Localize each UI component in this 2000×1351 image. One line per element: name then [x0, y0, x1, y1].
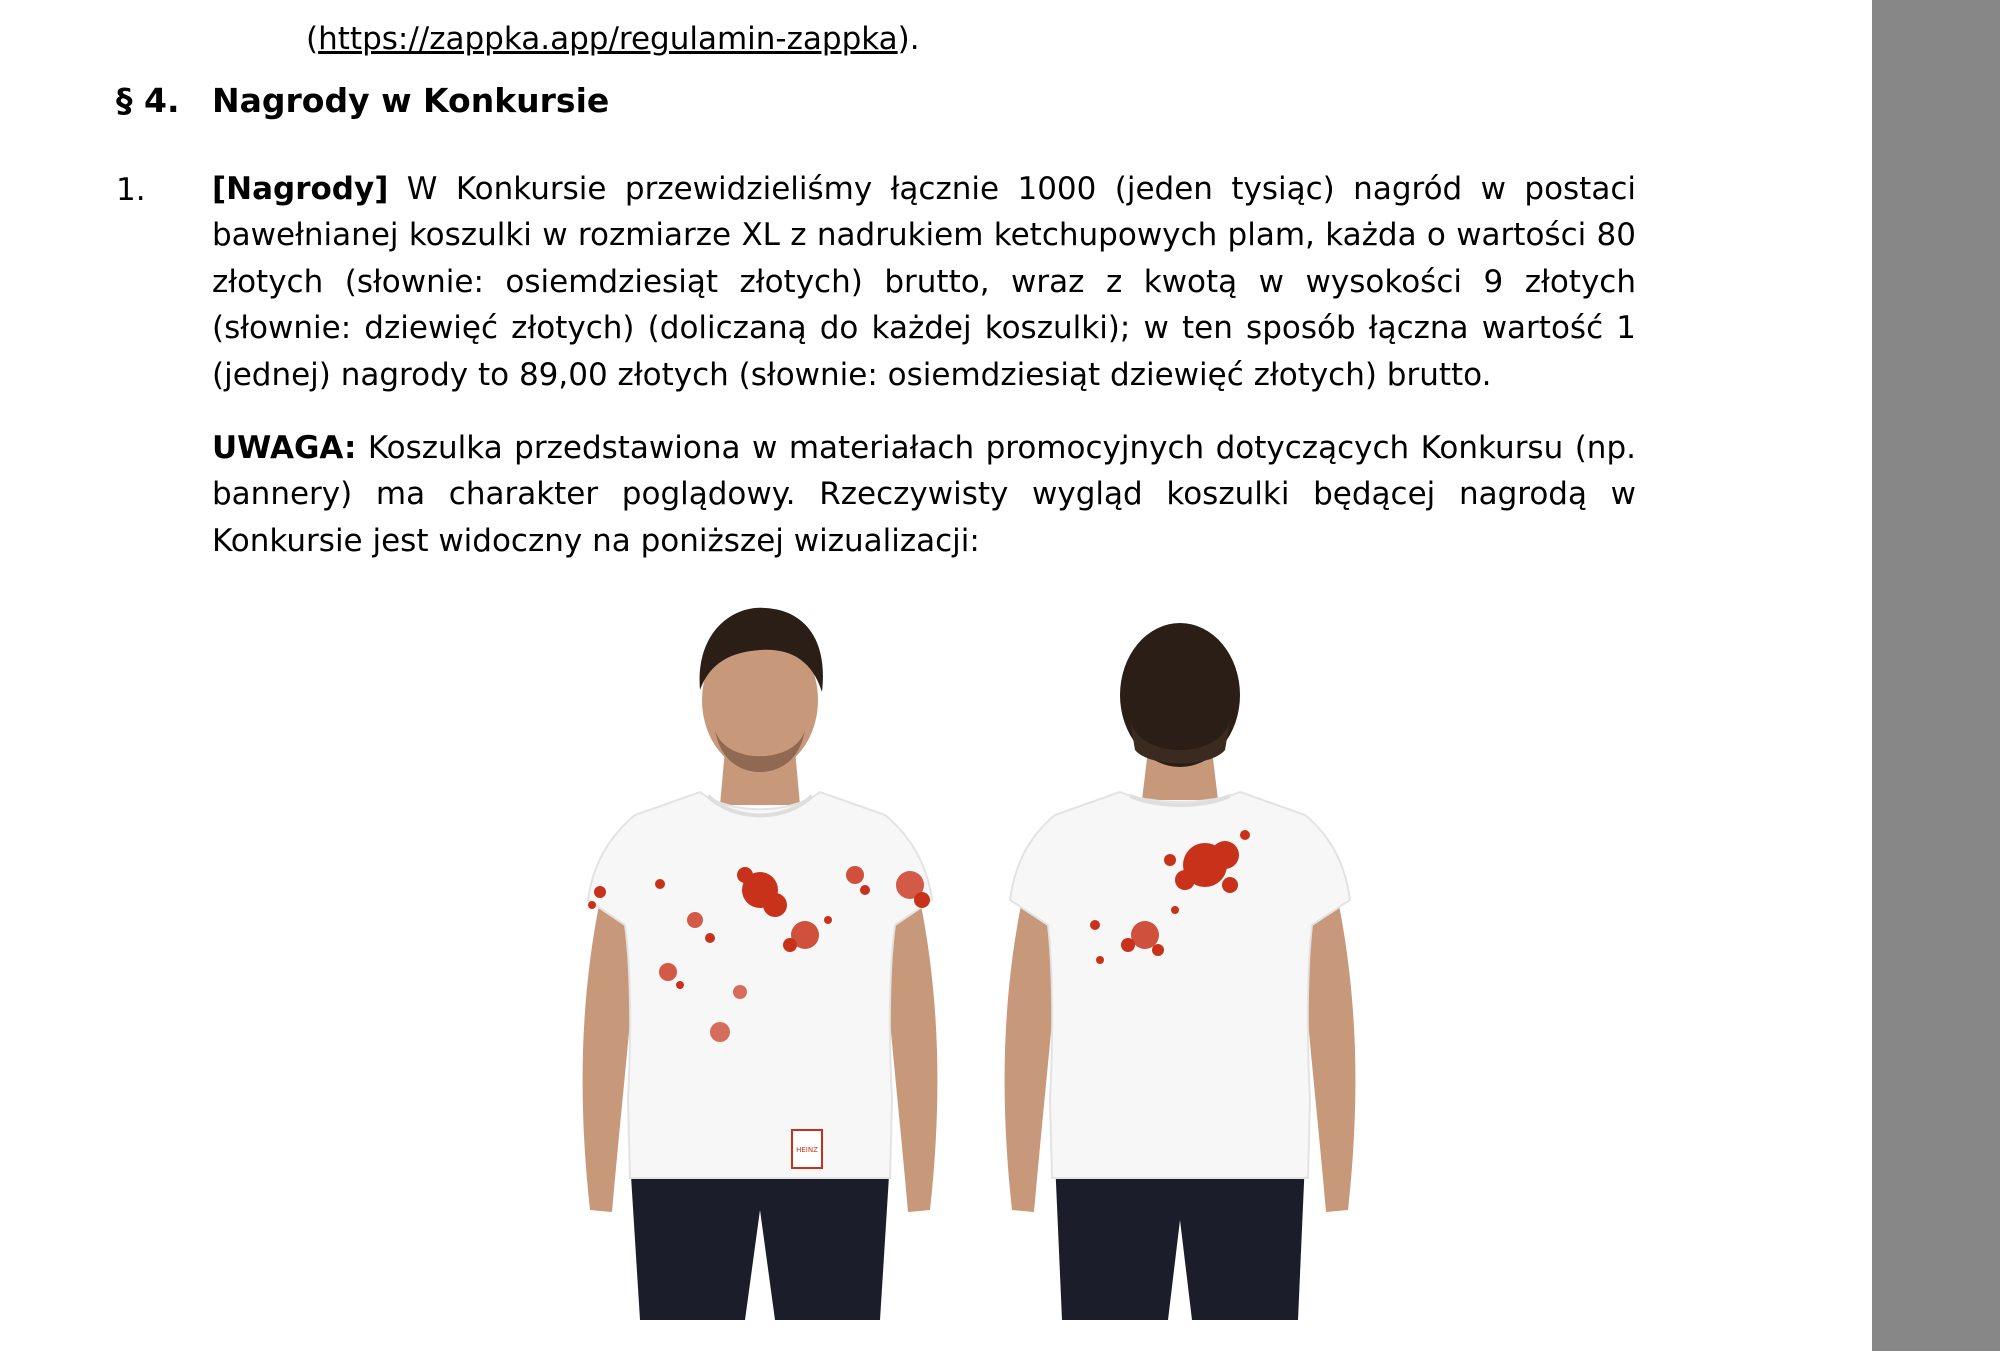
top-line-prefix: ( — [306, 21, 319, 57]
note-lead: UWAGA: — [212, 430, 357, 466]
top-line-partial — [306, 0, 1636, 62]
top-line-suffix: ). — [897, 21, 920, 57]
top-line-clipped-text — [306, 0, 1636, 16]
note-paragraph — [212, 425, 1636, 564]
prize-lead: [Nagrody] — [212, 171, 389, 207]
tshirt-back-model-photo — [980, 600, 1380, 1320]
section-title: Nagrody w Konkursie — [212, 81, 610, 120]
note-text: Koszulka przedstawiona w materiałach promocyjnych dotyczących Konkursu (np. bannery) ma charakter poglądowy. Rzeczywisty wygląd koszulki będącej nagrodą w Konkursie jest widoczny na poniższej wizualizacji: — [212, 430, 1636, 559]
heinz-label-icon — [792, 1130, 822, 1168]
item-number: 1. — [116, 172, 146, 208]
prize-paragraph — [212, 166, 1636, 398]
regulamin-link[interactable]: https://zappka.app/regulamin-zappka — [318, 21, 898, 57]
prize-text: W Konkursie przewidzieliśmy łącznie 1000 (jeden tysiąc) nagród w postaci bawełnianej koszulki w rozmiarze XL z nadrukiem ketchupowych plam, każda o wartości 80 złotych (słownie: osiemdziesiąt złotych) brutto, wraz z kwotą w wysokości 9 złotych (słownie: dziewięć złotych) (doliczaną do każdej koszulki); w ten sposób łączna wartość 1 (jednej) nagrody to 89,00 złotych (słownie: osiemdziesiąt dziewięć złotych) brutto. — [212, 171, 1636, 393]
tshirt-front-model-photo — [560, 600, 960, 1320]
svg-text:HEINZ: HEINZ — [796, 1146, 818, 1154]
section-heading — [116, 78, 609, 124]
viewer-side-gutter — [1872, 0, 2000, 1351]
section-number: § 4. — [116, 81, 180, 120]
